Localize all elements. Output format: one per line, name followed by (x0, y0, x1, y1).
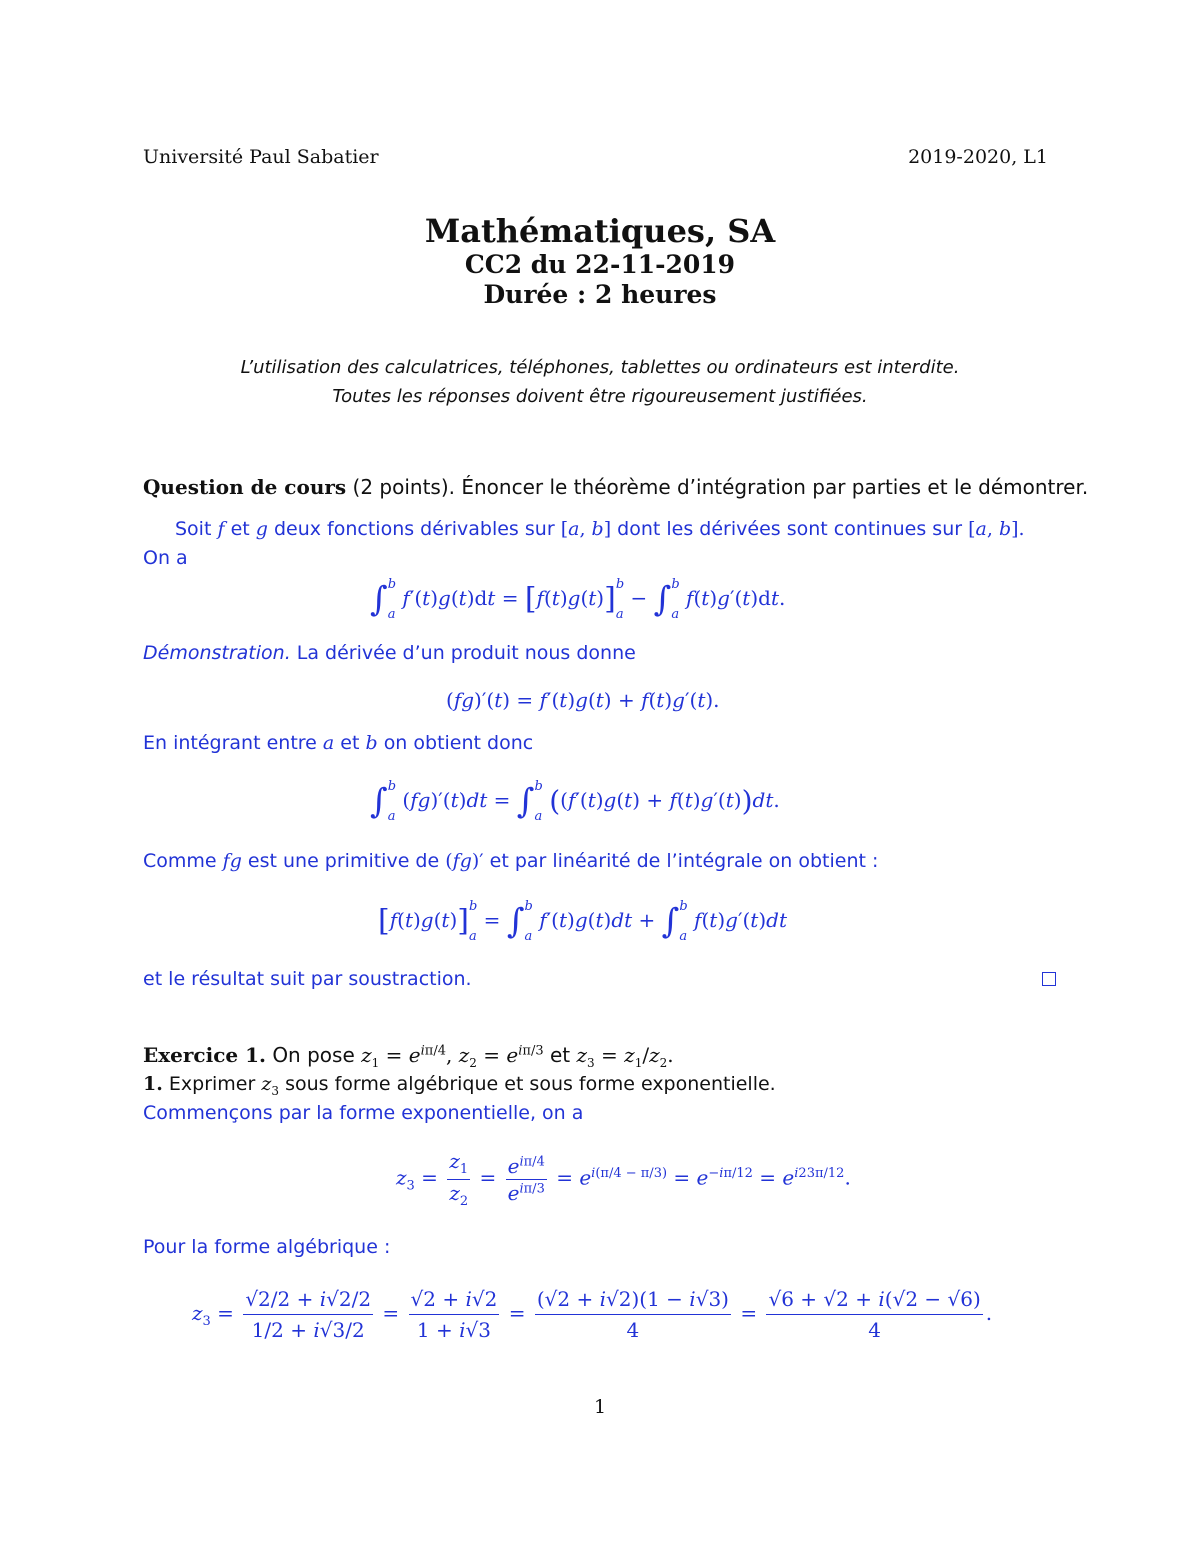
formula-exponential-form: $z_3$ = $\frac{z_1}{z_2}$ = $\frac{e^{i\pi/4}}{e^{i\pi/3}}$ = $e^{i(\pi/4 - \pi/3)} = e^{-i\pi/12} = e^{i23\pi/12}$. (396, 1148, 851, 1209)
exam-date: CC2 du 22-11-2019 (464, 250, 736, 279)
demonstration-text: La dérivée d’un produit nous donne (296, 642, 636, 664)
intro-continues: dont les dérivées sont continues sur (617, 518, 963, 540)
question-cours-points: (2 points). (352, 475, 455, 499)
exercice1-intro-line: Exercice 1. On pose $z_1 = e^{i\pi/4}$, $z_2 = e^{i\pi/3}$ et $z_3 = z_1/z_2$. (143, 1043, 674, 1070)
demonstration-line (143, 642, 636, 664)
exam-duration: Durée : 2 heures (483, 280, 717, 309)
page-title: Mathématiques, SA (424, 212, 776, 250)
university-name: Université Paul Sabatier (143, 146, 379, 168)
qed-square (1042, 972, 1056, 986)
formula-ipp: ∫ b a f′(t)g(t)dt = [f(t)g(t)] b a − ∫ b a f(t)g′(t)dt. (370, 576, 786, 622)
theorem-intro: Soit f et g deux fonctions dérivables sur [a, b] dont les dérivées sont continues sur [a, b]. (175, 518, 1025, 540)
on-a: On a (143, 547, 188, 569)
notice-line-1: L’utilisation des calculatrices, téléphones, tablettes ou ordinateurs est interdite. (240, 357, 960, 378)
intro-et: et (230, 518, 250, 540)
q1-text: Exprimer (168, 1073, 256, 1095)
formula-algebraic-form: $z_3$ = $\frac{√2/2 + i√2/2}{1/2 + i√3/2}$ = $\frac{√2 + i√2}{1 + i√3}$ = $\frac{(√2 + i√2)(1 - i√3)}{4}$ = $\frac{√6 + √2 + i(√2 - √6)}{4}$ . (192, 1275, 992, 1351)
notice-line-2: Toutes les réponses doivent être rigoureusement justifiées. (332, 386, 868, 407)
conclusion-text: et le résultat suit par soustraction. (143, 968, 472, 990)
integrating-text-2: et (340, 732, 360, 754)
exp-intro: Commençons par la forme exponentielle, on a (143, 1102, 584, 1124)
q1-text-2: sous forme algébrique et sous forme exponentielle. (285, 1073, 776, 1095)
exercice1-and: et (549, 1043, 571, 1067)
integrating-line: En intégrant entre a et b on obtient donc (143, 732, 534, 754)
primitive-text-1: Comme (143, 850, 217, 872)
primitive-text-3: et par linéarité de l’intégrale on obtient : (489, 850, 879, 872)
q1-number: 1. (143, 1073, 163, 1095)
formula-integral-derivative: ∫ b a (fg)′(t)dt = ∫ b a ((f′(t)g(t) + f(t)g′(t))dt. (370, 778, 780, 824)
question-cours-label: Question de cours (143, 475, 347, 499)
alg-intro: Pour la forme algébrique : (143, 1236, 391, 1258)
integrating-text-3: on obtient donc (383, 732, 534, 754)
exercice1-intro: On pose (272, 1043, 355, 1067)
formula-bracket-sum: [f(t)g(t)] b a = ∫ b a f′(t)g(t)dt + ∫ b a f(t)g′(t)dt (378, 898, 787, 944)
intro-derivables: deux fonctions dérivables sur (273, 518, 555, 540)
question-cours-statement: Énoncer le théorème d’intégration par parties et le démontrer. (461, 475, 1089, 499)
integrating-text-1: En intégrant entre (143, 732, 317, 754)
exercice1-q1-line: 1. Exprimer $z_3$ sous forme algébrique et sous forme exponentielle. (143, 1073, 776, 1098)
academic-year: 2019-2020, L1 (908, 146, 1048, 168)
primitive-line: Comme fg est une primitive de (fg)′ et par linéarité de l’intégrale on obtient : (143, 850, 879, 872)
question-cours-line (143, 475, 1088, 499)
primitive-text-2: est une primitive de (247, 850, 440, 872)
page-number: 1 (593, 1396, 607, 1418)
formula-product-derivative: (fg)′(t) = f′(t)g(t) + f(t)g′(t). (446, 688, 720, 712)
exercice1-label: Exercice 1. (143, 1043, 266, 1067)
demonstration-label: Démonstration. (143, 642, 291, 664)
intro-soit: Soit (175, 518, 212, 540)
